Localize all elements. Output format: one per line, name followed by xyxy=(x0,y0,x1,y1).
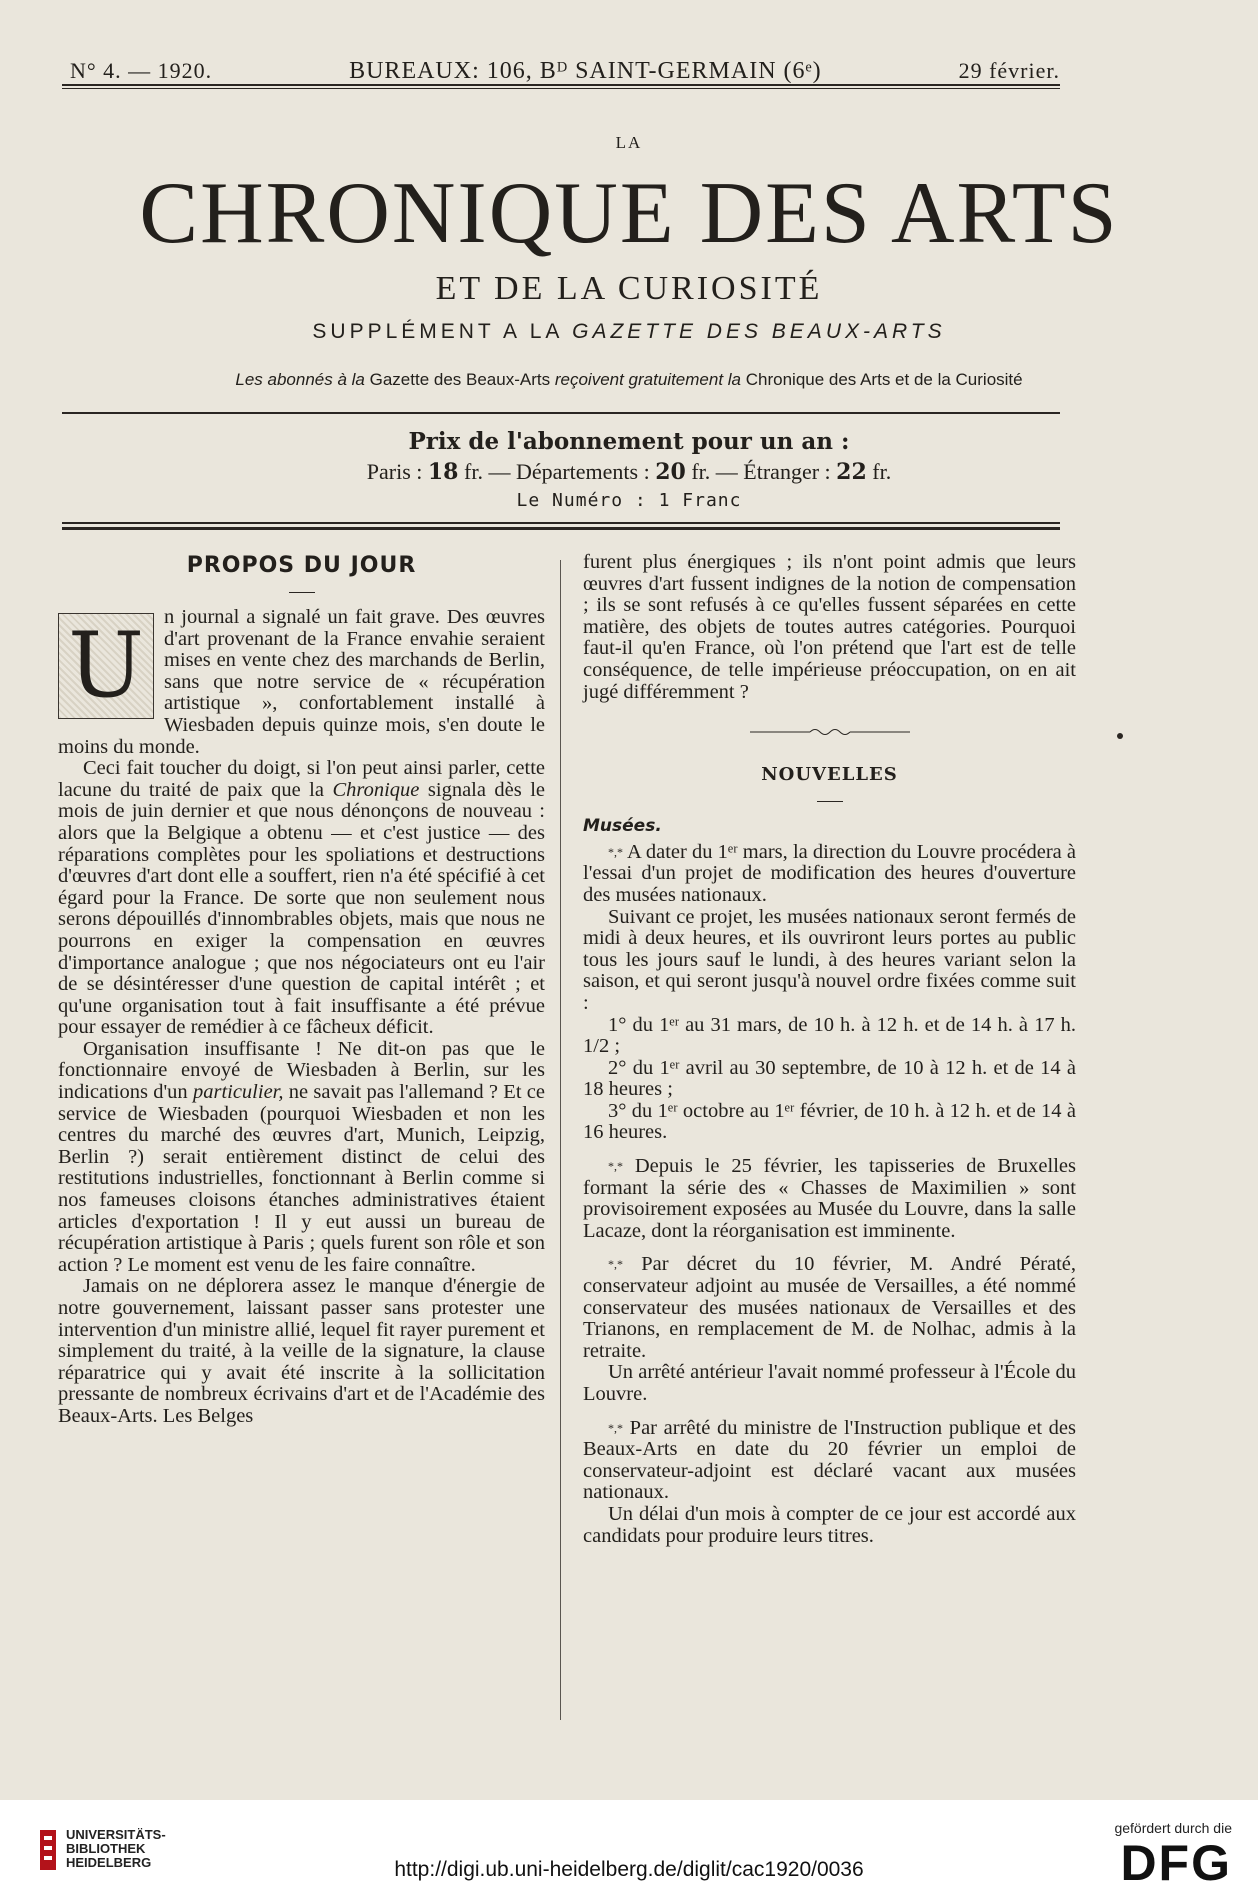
issue-header xyxy=(70,58,1060,85)
news-item: *,* A dater du 1ᵉʳ mars, la direction du Louvre procédera à l'essai d'un projet de modification des heures d'ouverture des musées nationaux. xyxy=(583,840,1077,906)
news-item: *,* Par arrêté du ministre de l'Instruction publique et des Beaux-Arts en date du 20 février un emploi de conservateur-adjoint est déclaré vacant aux musées nationaux. xyxy=(583,1416,1077,1504)
issue-date: 29 février. xyxy=(958,58,1060,83)
paragraph: 3° du 1ᵉʳ octobre au 1ᵉʳ février, de 10 h. à 12 h. et de 14 à 16 heures. xyxy=(583,1099,1076,1144)
subscription-title: Prix de l'abonnement pour un an : xyxy=(408,428,850,455)
subscription-prices: Paris : 18 fr. — Départements : 20 fr. — Étranger : 22 fr. xyxy=(366,459,892,485)
funding-label: gefördert durch die xyxy=(1114,1820,1232,1836)
title-dash xyxy=(817,801,843,802)
supplement-line: SUPPLÉMENT A LA GAZETTE DES BEAUX-ARTS xyxy=(312,320,946,343)
bureaux-address: BUREAUX: 106, Bᴰ SAINT-GERMAIN (6ᵉ) xyxy=(349,58,822,84)
masthead-rule xyxy=(62,412,1060,414)
musees-heading: Musées. xyxy=(583,816,662,837)
asterism: *,* xyxy=(608,1420,623,1435)
gazette-title: GAZETTE DES BEAUX-ARTS xyxy=(572,320,946,343)
price-rule-2 xyxy=(62,527,1060,530)
asterism: *,* xyxy=(608,1159,623,1174)
left-column xyxy=(58,552,545,1428)
price-paris: 18 xyxy=(427,459,459,485)
paragraph: Organisation insuffisante ! Ne dit-on pas que le fonctionnaire envoyé de Wiesbaden à Berlin, sur les indications d'un particulier, ne savait pas l'allemand ? Et ce service de Wiesbaden (pourquoi Wiesbaden et non les centres du marché des œuvres d'art, Munich, Leipzig, Berlin ?) serait entièrement distinct de celui des restitutions industrielles, fonctionnant à Berlin comme si nos fameuses cloisons étanches administratives étaient articles d'exportation ! Il y eut aussi un bureau de récupération artistique à Paris ; quels furent son rôle et son action ? Le moment est venu de les faire connaître. xyxy=(58,1037,546,1276)
permalink-url[interactable]: http://digi.ub.uni-heidelberg.de/diglit/cac1920/0036 xyxy=(394,1858,864,1881)
news-item: *,* Depuis le 25 février, les tapisseries de Bruxelles formant la série des « Chasses de Maximilien » sont provisoirement exposées au Musée du Louvre, dans la salle Lacaze, dont la réorganisation est imminente. xyxy=(583,1155,1076,1242)
nouvelles-title: NOUVELLES xyxy=(761,764,898,786)
university-name: UNIVERSITÄTS- BIBLIOTHEK HEIDELBERG xyxy=(66,1827,166,1870)
dfg-logo: DFG xyxy=(1120,1835,1232,1891)
paragraph: Un délai d'un mois à compter de ce jour est accordé aux candidats pour produire leurs titres. xyxy=(583,1502,1076,1547)
paragraph: 1° du 1ᵉʳ au 31 mars, de 10 h. à 12 h. et de 14 h. à 17 h. 1/2 ; xyxy=(583,1013,1076,1058)
header-rule-thin xyxy=(62,88,1060,89)
right-column xyxy=(583,552,1076,1547)
price-etranger: 22 xyxy=(836,459,867,485)
header-rule xyxy=(62,84,1060,86)
masthead-article: LA xyxy=(615,133,643,152)
subscriber-note: Les abonnés à la Gazette des Beaux-Arts reçoivent gratuitement la Chronique des Arts et de la Curiosité xyxy=(235,370,1023,389)
asterism: *,* xyxy=(608,844,623,859)
asterism: *,* xyxy=(608,1257,623,1272)
price-rule-1 xyxy=(62,522,1060,524)
ornamental-initial: U xyxy=(58,613,154,719)
paragraph: Un arrêté antérieur l'avait nommé professeur à l'École du Louvre. xyxy=(583,1361,1076,1405)
paragraph: Suivant ce projet, les musées nationaux seront fermés de midi à deux heures, et ils ouvriront leurs portes au public tous les jours sauf le lundi, à des heures variant selon la saison, et qui seront jusqu'à nouvel ordre fixées comme suit : xyxy=(583,905,1076,1014)
masthead-title: CHRONIQUE DES ARTS xyxy=(139,165,1119,262)
paragraph: Jamais on ne déplorera assez le manque d'énergie de notre gouvernement, laissant passer sans protester une intervention d'un ministre allié, lequel fit rayer purement et simplement du traité, à la veille de la signature, la clause réparatrice qui y avait été inscrite à la sollicitation pressante de nombreux écrivains d'art et de l'Académie des Beaux-Arts. Les Belges xyxy=(58,1275,545,1427)
title-dash xyxy=(289,592,315,593)
paragraph: furent plus énergiques ; ils n'ont point admis que leurs œuvres d'art fussent indignes de la notion de compensation ; ils se sont refusés à ce qu'elles fussent séparées en cette matière, des objets de toutes autres catégories. Pourquoi faut-il qu'en France, où l'on prétend que l'art est de telle conséquence, de telle impérieuse préoccupation, on en ait jugé différemment ? xyxy=(583,551,1076,703)
margin-dot xyxy=(1117,733,1123,739)
column-divider xyxy=(560,560,561,1720)
news-item: *,* Par décret du 10 février, M. André Pératé, conservateur adjoint au musée de Versailles, a été nommé conservateur des musées nationaux de Versailles et des Trianons, en remplacement de M. de Nolhac, admis à la retraite. xyxy=(583,1253,1076,1362)
single-issue-price: Le Numéro : 1 Franc xyxy=(516,490,742,511)
paragraph: 2° du 1ᵉʳ avril au 30 septembre, de 10 à 12 h. et de 14 à 18 heures ; xyxy=(583,1056,1076,1101)
paragraph: n journal a signalé un fait grave. Des œuvres d'art provenant de la France envahie seraient mises en vente chez des marchands de Berlin, sans que notre service de « récupération artistique », confortablement installé à Wiesbaden depuis quinze mois, s'en doute le moins du monde. xyxy=(58,606,545,758)
price-departements: 20 xyxy=(655,459,686,485)
issue-number: N° 4. — 1920. xyxy=(70,58,213,83)
masthead-subtitle: ET DE LA CURIOSITÉ xyxy=(435,270,823,307)
paragraph: Ceci fait toucher du doigt, si l'on peut ainsi parler, cette lacune du traité de paix que la Chronique signala dès le mois de juin dernier et que nous dénonçons de nouveau : alors que la Belgique a obtenu — et c'est justice — des réparations complètes pour les spoliations et destructions d'œuvres d'art dont elle a souffert, rien n'a été spécifié à cet égard pour la France. De sorte que non seulement nous serons dépouillés d'innombrables objets, mais que nous ne pourrons en exiger la compensation en œuvres d'importance analogue ; que nos négociateurs ont eu l'air de se désintéresser d'une question de capital intérêt ; et qu'une organisation tout à fait insuffisante a été prévue pour essayer de remédier à ce fâcheux déficit. xyxy=(58,757,546,1039)
propos-title: PROPOS DU JOUR xyxy=(186,553,417,578)
ornament-divider xyxy=(750,727,910,737)
